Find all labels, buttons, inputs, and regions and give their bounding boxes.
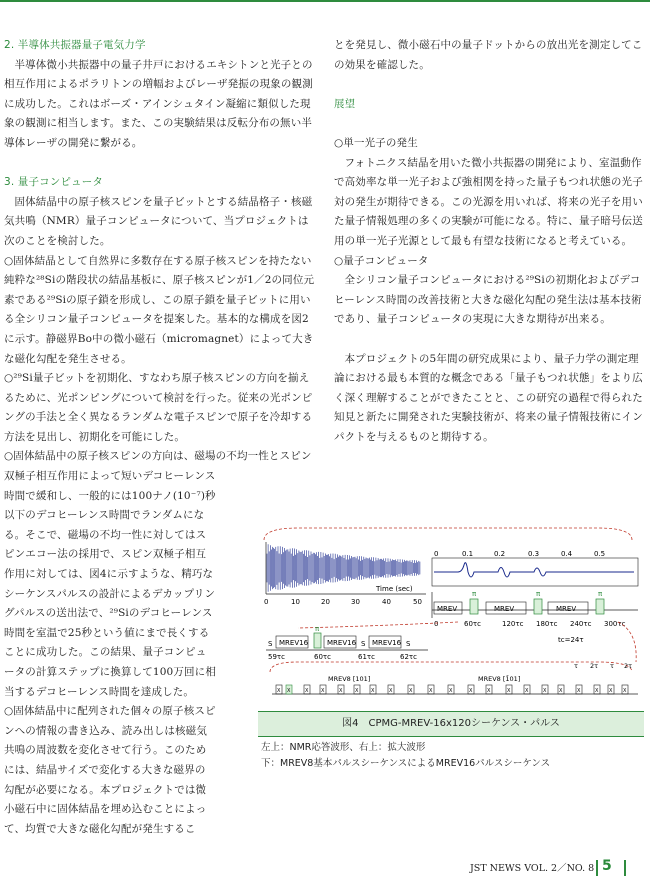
zoom-tick: 0 <box>434 550 439 558</box>
right-column <box>334 36 648 447</box>
tc-label: 240τc <box>570 620 592 628</box>
figure-caption: 図4 CPMG-MREV-16x120シーケンス・パルス <box>258 711 644 737</box>
pulse-label: X <box>577 688 581 694</box>
mrev16-block: MREV16 <box>327 639 357 647</box>
zoom-tick: 0.2 <box>494 550 506 558</box>
pulse-sequence-figure <box>258 522 644 708</box>
tc-label: 0 <box>434 620 439 628</box>
closing-paragraph: 本プロジェクトの5年間の研究成果により、量子力学の測定理論における最も本質的な概念である「量子もつれ状態」をより広く深く理解することができたことと、この研究の過程で得られた知見と新たに開発された実験技術が、将来の量子情報技術にインパクトを与えるものと期待する。 <box>334 352 643 443</box>
tau-label: 2τ <box>624 662 633 670</box>
pulse-label: X <box>595 688 599 694</box>
section-3-paragraph: 固体結晶中の原子核スピンを量子ビットとする結晶格子・核磁気共鳴（NMR）量子コンピュータについて、当プロジェクトは次のことを検討した。 <box>4 195 313 247</box>
pulse-label: X <box>305 688 309 694</box>
time-axis-label: Time (sec) <box>376 585 413 593</box>
tc-label: 62τc <box>400 653 417 661</box>
pulse-label: X <box>409 688 413 694</box>
pi-label: π <box>472 590 477 598</box>
mrev16-block: MREV16 <box>372 639 402 647</box>
mrev16-block: MREV16 <box>279 639 309 647</box>
outlook-heading: 展望 <box>334 97 356 110</box>
section-3-heading: 3. 量子コンピュータ <box>4 176 104 189</box>
s-label: S <box>406 640 411 648</box>
figure-note-2: 下：MREV8基本パルスシーケンスによるMREV16パルスシーケンス <box>261 758 551 769</box>
figure-note-1: 左上：NMR応答波形、右上：拡大波形 <box>261 742 426 753</box>
zoom-tick: 0.3 <box>528 550 540 558</box>
outlook-2-title: ○量子コンピュータ <box>334 254 429 267</box>
mrev8-row <box>270 662 638 694</box>
bullet-1: ○固体結晶として自然界に多数存在する原子核スピンを持たない純粋な²⁸Siの階段状の結晶基板に、原子核スピンが1／2の同位元素である²⁹Siの原子鎖を形成し、この原子鎖を量子ビットに用いる全シリコン量子コンピュータを提案した。基本的な構成を図2に示す。静磁界Bo中の微小磁石（micromagnet）によって大きな磁化勾配を発生させる。 <box>4 254 315 365</box>
bullet-4: ○固体結晶中に配列された個々の原子核スピンへの情報の書き込み、読み出しは核磁気共鳴の周波数を変化させて行う。このためには、結晶サイズで変化する大きな磁界の勾配が必要になる。本プロジェクトでは微小磁石中に固体結晶を埋め込むことによって、均質で大きな磁化勾配が発生するこ <box>4 705 216 835</box>
tc-label: 60τc <box>314 653 331 661</box>
pulse-label: X <box>623 688 627 694</box>
mrev-block: MREV <box>437 605 458 613</box>
journal-footer: JST NEWS VOL. 2／NO. 8 <box>470 863 595 874</box>
pulse-label: X <box>525 688 529 694</box>
pulse-label: X <box>543 688 547 694</box>
mrev-block: MREV <box>494 605 515 613</box>
tc-equation: tc=24τ <box>558 636 584 644</box>
zoom-tick: 0.5 <box>594 550 606 558</box>
pulse-label: X <box>287 688 291 694</box>
bullet-3: 双極子相互作用によって短いデコヒーレンス時間で緩和し、一般的には100ナノ(10⁻⁷)秒以下のデコヒーレンス時間でランダムになる。そこで、磁場の不均一性に対してはスピンエコー法の採用で、スピン双極子相互作用に対しては、図4に示すような、精巧なシーケンスパルスの設計によるデカップリングパルスの送出法で、²⁹Siのデコヒーレンス時間を室温で25秒という値にまで長くすることに成功した。この結果、量子コンピュータの計算ステップに換算して100万回に相当するデコヒーレンス時間を達成した。 <box>4 470 216 698</box>
mrev8-label: MREV8 [101] <box>328 675 371 683</box>
section-2-heading: 2. 半導体共振器量子電気力学 <box>4 39 146 51</box>
pulse-label: X <box>389 688 393 694</box>
tc-label: 61τc <box>358 653 375 661</box>
axis-tick: 50 <box>413 598 422 606</box>
tc-label: 300τc <box>604 620 626 628</box>
outlook-2-paragraph: 全シリコン量子コンピュータにおける²⁹Siの初期化およびデコヒーレンス時間の改善技術と大きな磁化勾配の発生法は基本技術であり、量子コンピュータの実現に大きな期待が出来る。 <box>334 274 642 326</box>
pulse-label: X <box>355 688 359 694</box>
s-label: S <box>268 640 273 648</box>
bullet-3-line: ○固体結晶中の原子核スピンの方向は、磁場の不均一性とスピン <box>4 450 312 463</box>
bullet-2: ○²⁹Si量子ビットを初期化、すなわち原子核スピンの方向を揃えるために、光ポンピングについて検討を行った。従来の光ポンピングの手法と全く異なるランダムな電子スピンで原子を冷却する方法を見出し、初期化を可能にした。 <box>4 372 313 443</box>
outlook-1-paragraph: フォトニクス結晶を用いた微小共振器の開発により、室温動作で高効率な単一光子および強相関を持った量子もつれ状態の光子対の発生が期待できる。この光源を用いれば、将来の光子を用いた量子情報処理の多くの実験が可能になる。特に、量子暗号伝送用の単一光子光源として最も有望な技術になると考えている。 <box>334 156 643 247</box>
pulse-label: X <box>469 688 473 694</box>
pulse-label: X <box>449 688 453 694</box>
mrev8-label: MREV8 [1̄01] <box>478 675 521 683</box>
page-number: 5 <box>602 858 612 874</box>
nmr-response-waveform <box>264 542 426 606</box>
axis-tick: 10 <box>291 598 300 606</box>
axis-tick: 30 <box>351 598 360 606</box>
outlook-1-title: ○単一光子の発生 <box>334 136 418 149</box>
pi-label: π <box>536 590 541 598</box>
mrev-block: MREV <box>556 605 577 613</box>
pulse-label: X <box>507 688 511 694</box>
section-2-paragraph: 半導体微小共振器中の量子井戸におけるエキシトンと光子との相互作用によるポラリトンの増幅およびレーザ発振の現象の観測に成功した。これはボーズ・アインシュタイン凝縮に類似した現象の観測に相当します。また、この実験結果は反転分布の無い半導体レーザの開発に繋がる。 <box>4 58 313 149</box>
pulse-label: X <box>371 688 375 694</box>
tc-label: 120τc <box>502 620 524 628</box>
axis-tick: 20 <box>321 598 330 606</box>
tc-label: 180τc <box>536 620 558 628</box>
zoomed-waveform <box>432 550 638 586</box>
pulse-label: X <box>487 688 491 694</box>
page-bar-left <box>596 860 598 876</box>
pulse-label: X <box>429 688 433 694</box>
axis-tick: 0 <box>264 598 269 606</box>
tau-label: τ <box>574 662 578 670</box>
pulse-label: X <box>559 688 563 694</box>
pulse-label: X <box>321 688 325 694</box>
pulse-label: X <box>609 688 613 694</box>
page-bar-right <box>624 860 626 876</box>
s-label: S <box>361 640 366 648</box>
tc-label: 60τc <box>464 620 481 628</box>
pulse-label: X <box>277 688 281 694</box>
tc-label: 59τc <box>268 653 285 661</box>
mrev16-row <box>266 625 584 661</box>
top-rule <box>0 0 650 2</box>
zoom-tick: 0.1 <box>462 550 474 558</box>
pi-label: π <box>598 590 603 598</box>
tau-label: 2τ <box>590 662 599 670</box>
pi-label: π <box>315 625 320 633</box>
pulse-label: X <box>339 688 343 694</box>
axis-tick: 40 <box>382 598 391 606</box>
zoom-tick: 0.4 <box>561 550 573 558</box>
mrev-timing-row <box>432 590 638 628</box>
continued-paragraph: とを発見し、微小磁石中の量子ドットからの放出光を測定してこの効果を確認した。 <box>334 39 643 71</box>
tau-label: τ <box>610 662 614 670</box>
figure-notes <box>261 740 644 772</box>
